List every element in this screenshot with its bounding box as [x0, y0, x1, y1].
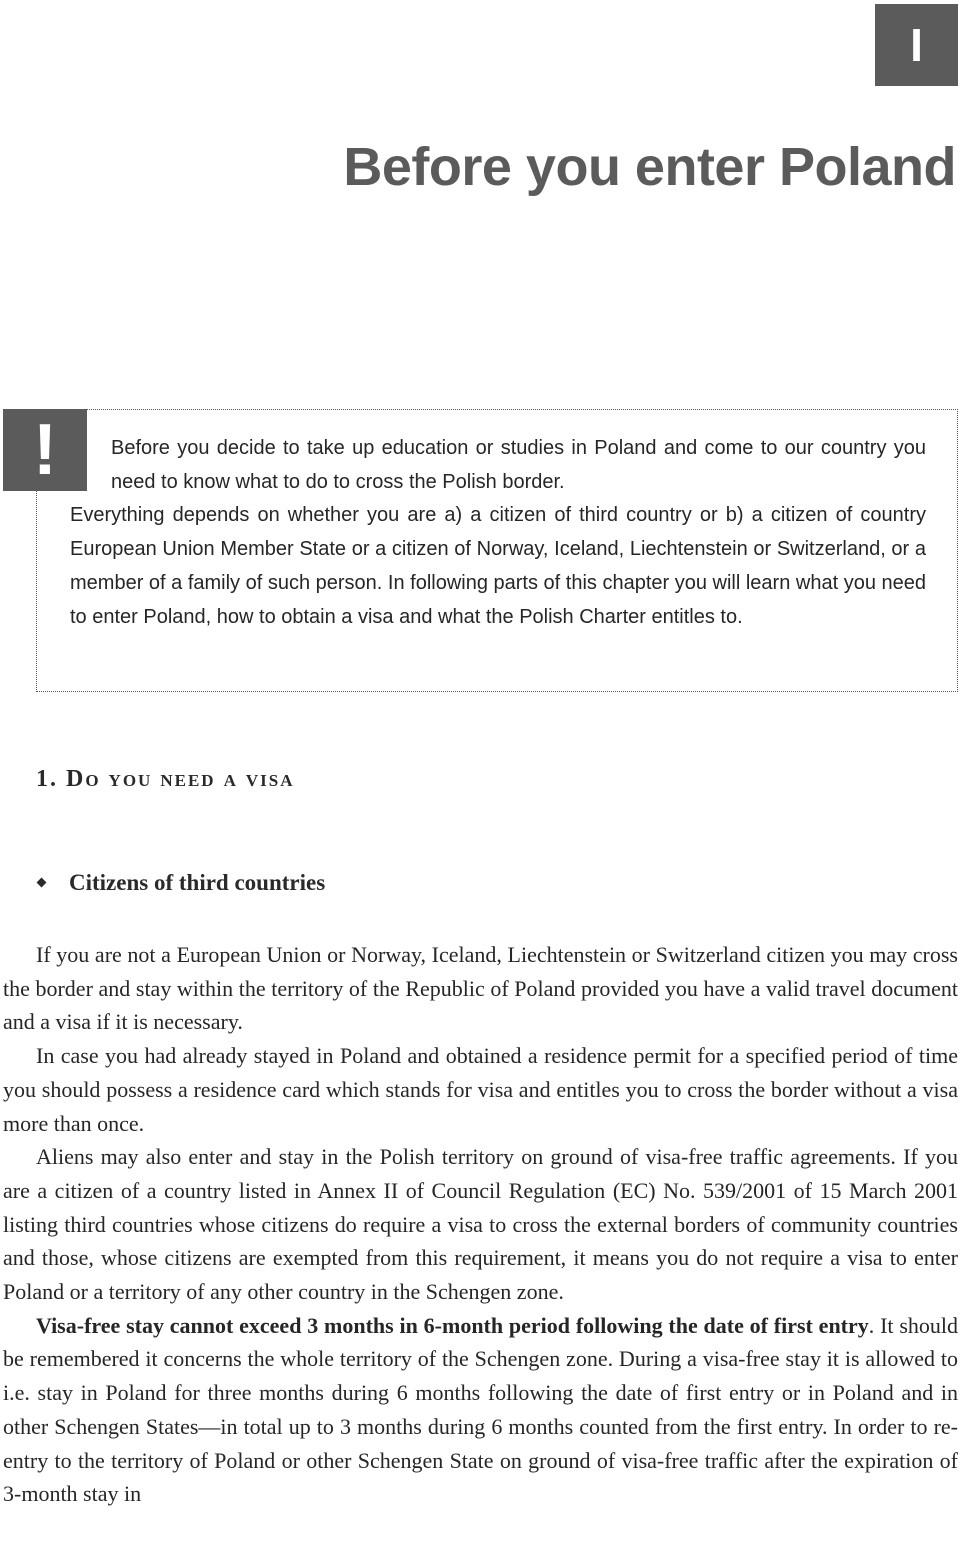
subheading-text: Citizens of third countries [69, 870, 326, 895]
subheading [36, 870, 325, 896]
chapter-number: I [910, 19, 923, 71]
paragraph-2: In case you had already stayed in Poland and obtained a residence permit for a specified period of time you should possess a residence card which stands for visa and entitles you to cross the border without a visa more than once. [3, 1043, 958, 1136]
chapter-number-tab [875, 4, 958, 86]
notice-text-rest: Everything depends on whether you are a) a citizen of third country or b) a citizen of country European Union Member State or a citizen of Norway, Iceland, Liechtenstein or Switzerland, or a member of a family of such person. In following parts of this chapter you will learn what you need to enter Poland, how to obtain a visa and what the Polish Charter entitles to. [70, 504, 926, 628]
chapter-title: Before you enter Poland [343, 137, 956, 197]
paragraph-3: Aliens may also enter and stay in the Polish territory on ground of visa-free traffic agreements. If you are a citizen of a country listed in Annex II of Council Regulation (EC) No. 539/2001 of 15 March 2001 listing third countries whose citizens do require a visa to cross the external borders of community countries and those, whose citizens are exempted from this requirement, it means you do not require a visa to enter Poland or a territory of any other country in the Schengen zone. [3, 1144, 958, 1305]
paragraph-4-bold: Visa-free stay cannot exceed 3 months in 6-month period following the date of first entry [36, 1312, 869, 1338]
body-text [3, 938, 958, 1511]
section-heading: 1. Do you need a visa [36, 766, 295, 792]
paragraph-4-rest: . It should be remembered it concerns the whole territory of the Schengen zone. During a visa-free stay it is allowed to i.e. stay in Poland for three months during 6 months following the date of first entry or in Poland and in other Schengen States—in total up to 3 months during 6 months counted from the first entry. In order to re-entry to the territory of Poland or other Schengen State on ground of visa-free traffic after the expiration of 3-month stay in [3, 1312, 958, 1507]
paragraph-4 [3, 1309, 958, 1511]
exclamation-glyph: ! [33, 410, 57, 490]
paragraph-1: If you are not a European Union or Norway, Iceland, Liechtenstein or Switzerland citizen you may cross the border and stay within the territory of the Republic of Poland provided you have a valid travel document and a visa if it is necessary. [3, 942, 958, 1035]
notice-text-first: Before you decide to take up education or studies in Poland and come to our country you need to know what to do to cross the Polish border. [111, 437, 926, 493]
diamond-bullet-icon [37, 878, 47, 888]
notice-text [70, 432, 926, 634]
